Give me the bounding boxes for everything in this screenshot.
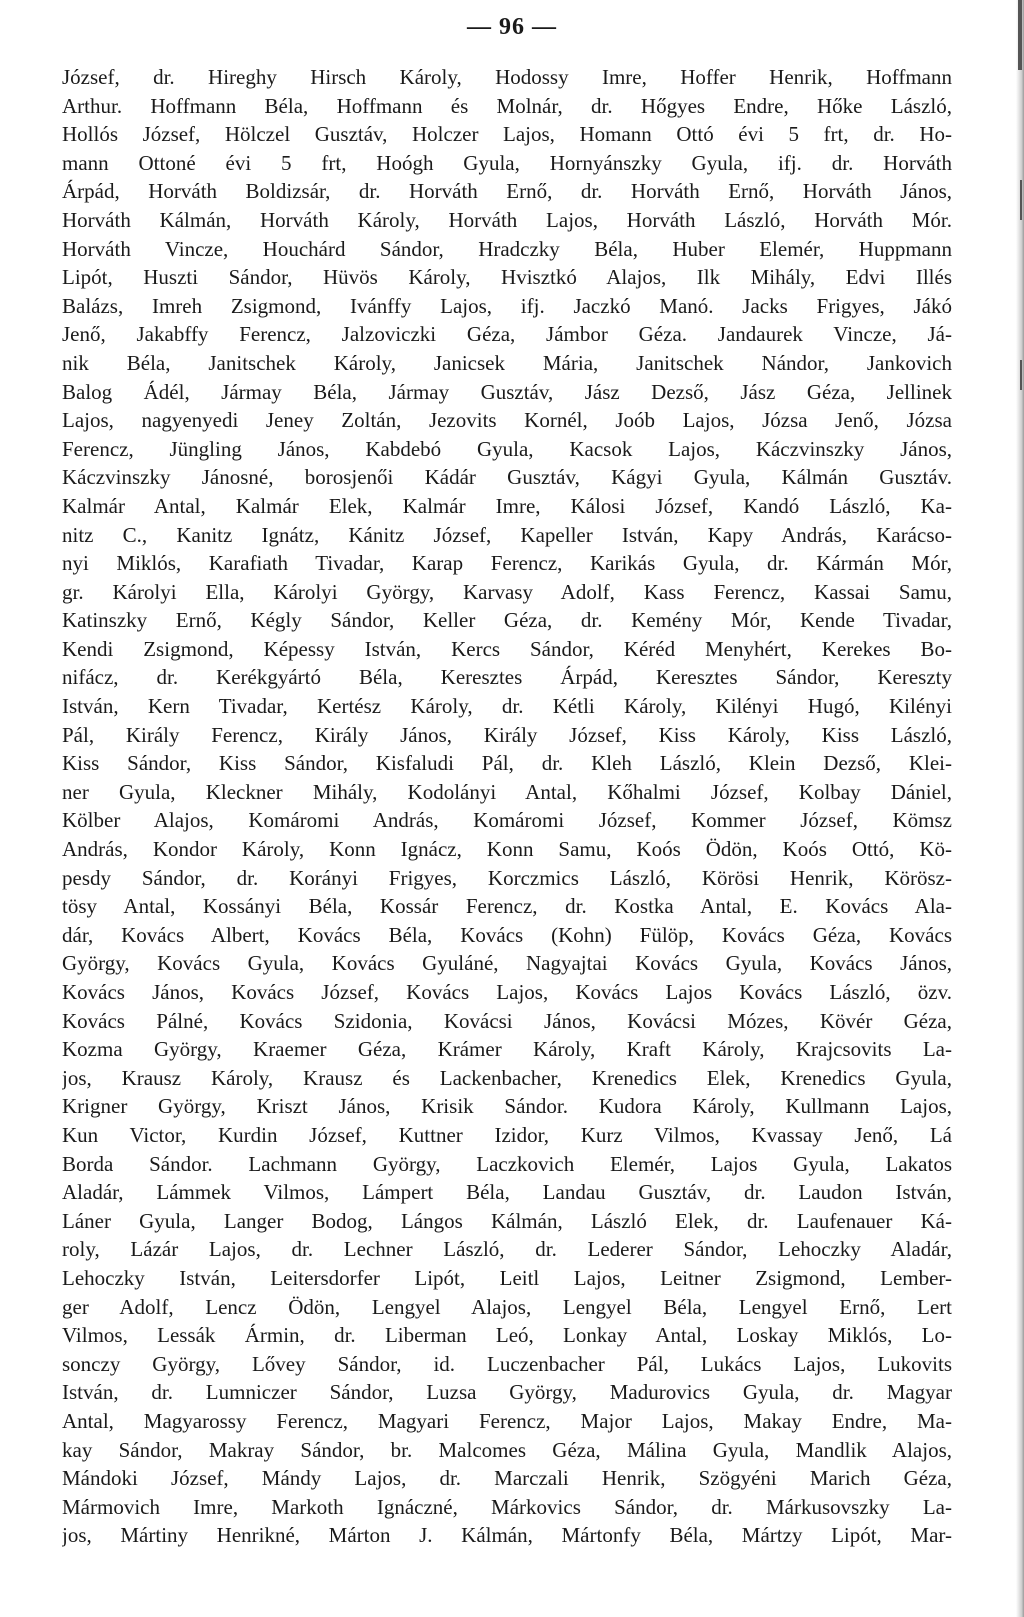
text-line: Láner Gyula, Langer Bodog, Lángos Kálmán, László Elek, dr. Laufenauer Ká- [62,1208,952,1233]
text-line: Kendi Zsigmond, Képessy István, Kercs Sándor, Kéréd Menyhért, Kerekes Bo- [62,636,952,661]
text-line: Káczvinszky Jánosné, borosjenői Kádár Gusztáv, Kágyi Gyula, Kálmán Gusztáv. [62,465,952,490]
text-line: Antal, Magyarossy Ferencz, Magyari Ferencz, Major Lajos, Makay Endre, Ma- [62,1408,952,1433]
scan-edge-mark [1018,0,1022,70]
text-line: ner Gyula, Kleckner Mihály, Kodolányi Antal, Kőhalmi József, Kolbay Dániel, [62,779,952,804]
text-line: nifácz, dr. Kerékgyártó Béla, Keresztes Árpád, Keresztes Sándor, Kereszty [62,665,952,690]
scan-edge-mark [1020,360,1022,390]
text-line: István, dr. Lumniczer Sándor, Luzsa György, Madurovics Gyula, dr. Magyar [62,1380,952,1405]
text-line: Aladár, Lámmek Vilmos, Lámpert Béla, Landau Gusztáv, dr. Laudon István, [62,1180,952,1205]
text-line: Horváth Kálmán, Horváth Károly, Horváth Lajos, Horváth László, Horváth Mór. [62,207,952,232]
text-line: József, dr. Hireghy Hirsch Károly, Hodossy Imre, Hoffer Henrik, Hoffmann [62,65,952,89]
text-line: sonczy György, Lővey Sándor, id. Luczenbacher Pál, Lukács Lajos, Lukovits [62,1351,952,1376]
text-line: Krigner György, Kriszt János, Krisik Sándor. Kudora Károly, Kullmann Lajos, [62,1094,952,1119]
text-line: István, Kern Tivadar, Kertész Károly, dr. Kétli Károly, Kilényi Hugó, Kilényi [62,694,952,719]
text-line: Kovács János, Kovács József, Kovács Lajos, Kovács Lajos Kovács László, özv. [62,980,952,1004]
page-number: — 96 — [467,14,557,40]
text-line: Katinszky Ernő, Kégly Sándor, Keller Géza, dr. Kemény Mór, Kende Tivadar, [62,608,952,633]
text-line: pesdy Sándor, dr. Korányi Frigyes, Korczmics László, Körösi Henrik, Körösz- [62,865,952,890]
text-line: ger Adolf, Lencz Ödön, Lengyel Alajos, Lengyel Béla, Lengyel Ernő, Lert [62,1294,952,1319]
text-line: dár, Kovács Albert, Kovács Béla, Kovács (Kohn) Fülöp, Kovács Géza, Kovács [62,922,952,947]
text-line: Mándoki József, Mándy Lajos, dr. Marczali Henrik, Szögyéni Marich Géza, [62,1466,952,1491]
text-line: jos, Mártiny Henrikné, Márton J. Kálmán, Mártonfy Béla, Mártzy Lipót, Mar- [62,1523,952,1548]
text-line: Kun Victor, Kurdin József, Kuttner Izidor, Kurz Vilmos, Kvassay Jenő, Lá [62,1122,952,1147]
text-line: Kiss Sándor, Kiss Sándor, Kisfaludi Pál, dr. Kleh László, Klein Dezső, Klei- [62,751,952,776]
text-line: tösy Antal, Kossányi Béla, Kossár Ferencz, dr. Kostka Antal, E. Kovács Ala- [62,894,952,919]
text-line: Jenő, Jakabffy Ferencz, Jalzoviczki Géza, Jámbor Géza. Jandaurek Vincze, Já- [62,322,952,347]
text-line: György, Kovács Gyula, Kovács Gyuláné, Nagyajtai Kovács Gyula, Kovács János, [62,951,952,976]
text-line: Vilmos, Lessák Ármin, dr. Liberman Leó, Lonkay Antal, Loskay Miklós, Lo- [62,1323,952,1348]
text-line: Kozma György, Kraemer Géza, Krámer Károly, Kraft Károly, Krajcsovits La- [62,1037,952,1062]
text-line: Lipót, Huszti Sándor, Hüvös Károly, Hvisztkó Alajos, Ilk Mihály, Edvi Illés [62,265,952,290]
text-line: Kovács Pálné, Kovács Szidonia, Kovácsi János, Kovácsi Mózes, Kövér Géza, [62,1008,952,1033]
text-line: Kölber Alajos, Komáromi András, Komáromi József, Kommer József, Kömsz [62,808,952,833]
text-line: Ferencz, Jüngling János, Kabdebó Gyula, Kacsok Lajos, Káczvinszky János, [62,436,952,461]
text-line: Hollós József, Hölczel Gusztáv, Holczer Lajos, Homann Ottó évi 5 frt, dr. Ho- [62,122,952,147]
text-line: Lajos, nagyenyedi Jeney Zoltán, Jezovits Kornél, Joób Lajos, Józsa Jenő, Józsa [62,408,952,433]
text-line: Pál, Király Ferencz, Király János, Király József, Kiss Károly, Kiss László, [62,722,952,747]
text-line: Lehoczky István, Leitersdorfer Lipót, Leitl Lajos, Leitner Zsigmond, Lember- [62,1265,952,1290]
text-line: gr. Károlyi Ella, Károlyi György, Karvasy Adolf, Kass Ferencz, Kassai Samu, [62,579,952,604]
text-line: kay Sándor, Makray Sándor, br. Malcomes Géza, Málina Gyula, Mandlik Alajos, [62,1437,952,1462]
text-line: András, Kondor Károly, Konn Ignácz, Konn Samu, Koós Ödön, Koós Ottó, Kö- [62,837,952,862]
text-line: nik Béla, Janitschek Károly, Janicsek Mária, Janitschek Nándor, Jankovich [62,350,952,375]
text-line: mann Ottoné évi 5 frt, Hoógh Gyula, Hornyánszky Gyula, ifj. dr. Horváth [62,150,952,175]
text-line: Arthur. Hoffmann Béla, Hoffmann és Molnár, dr. Hőgyes Endre, Hőke László, [62,93,952,118]
scan-edge-mark [1020,180,1022,220]
text-line: nyi Miklós, Karafiath Tivadar, Karap Ferencz, Karikás Gyula, dr. Kármán Mór, [62,551,952,576]
text-line: Horváth Vincze, Houchárd Sándor, Hradczky Béla, Huber Elemér, Huppmann [62,236,952,261]
text-line: Balázs, Imreh Zsigmond, Ivánffy Lajos, ifj. Jaczkó Manó. Jacks Frigyes, Jákó [62,293,952,318]
text-line: jos, Krausz Károly, Krausz és Lackenbacher, Krenedics Elek, Krenedics Gyula, [62,1065,952,1090]
text-line: Árpád, Horváth Boldizsár, dr. Horváth Ernő, dr. Horváth Ernő, Horváth János, [62,179,952,204]
text-line: nitz C., Kanitz Ignátz, Kánitz József, Kapeller István, Kapy András, Karácso- [62,522,952,547]
text-line: roly, Lázár Lajos, dr. Lechner László, dr. Lederer Sándor, Lehoczky Aladár, [62,1237,952,1262]
name-list-text [62,63,952,1550]
text-line: Kalmár Antal, Kalmár Elek, Kalmár Imre, Kálosi József, Kandó László, Ka- [62,493,952,518]
text-line: Mármovich Imre, Markoth Ignáczné, Márkovics Sándor, dr. Márkusovszky La- [62,1494,952,1519]
text-line: Borda Sándor. Lachmann György, Laczkovich Elemér, Lajos Gyula, Lakatos [62,1151,952,1176]
scan-edge-shadow [1016,0,1024,1617]
text-line: Balog Ádél, Jármay Béla, Jármay Gusztáv, Jász Dezső, Jász Géza, Jellinek [62,379,952,404]
